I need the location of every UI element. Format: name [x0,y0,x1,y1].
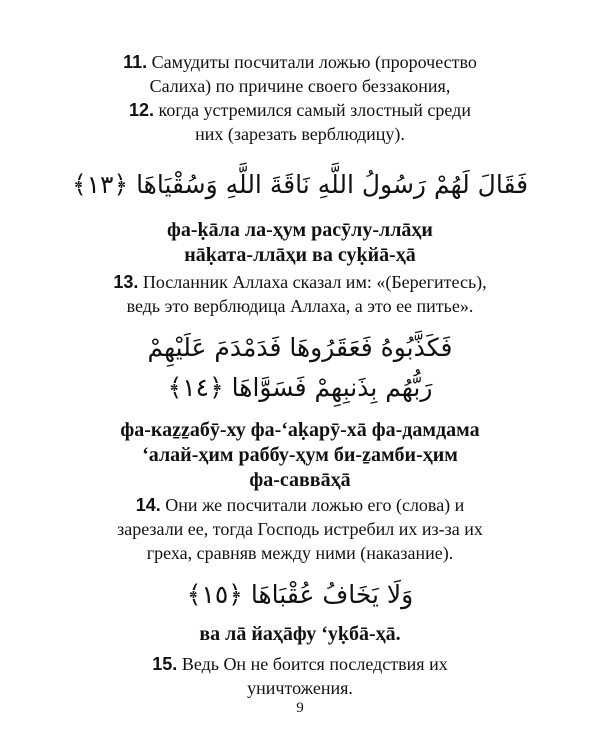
translation-line: когда устремился самый злостный среди [154,100,471,120]
transliteration-line: фа-саввāҳā [249,469,351,491]
transliteration-verse-15: ва лā йаҳāфу ʻуḳбā-ҳā. [199,623,401,645]
arabic-verse-14 [40,328,560,408]
translation-line: уничтожения. [247,678,353,698]
verse-number-13: 13. [113,272,139,292]
translation-verse-14 [60,493,540,565]
verse-number-14: 14. [135,495,161,515]
transliteration-line: нāḳата-ллāҳи ва суḳйā-ҳā [184,244,416,266]
transliteration-verse-14 [40,418,560,493]
translation-line: Посланник Аллаха сказал им: «(Берегитесь), [138,272,487,292]
translation-verses-11-12 [60,50,540,146]
arabic-verse-13: فَقَالَ لَهُمْ رَسُولُ اللَّهِ نَاقَةَ اللَّهِ وَسُقْيَاهَا ﴿١٣﴾ [71,170,529,199]
translation-verse-13 [60,270,540,318]
arabic-line: رَبُّهُم بِذَنبِهِمْ فَسَوَّاهَا ﴿١٤﴾ [167,373,433,402]
transliteration-line: фа-каẕẕабӯ-ху фа-ʻаḳарӯ-хā фа-дамдама [120,419,480,441]
page-number: 9 [296,700,304,716]
verse-number-15: 15. [152,654,178,674]
translation-line: Салиха) по причине своего беззакония, [149,76,451,96]
verse-number-12: 12. [129,100,155,120]
arabic-line: فَكَذَّبُوهُ فَعَقَرُوهَا فَدَمْدَمَ عَلَيْهِمْ [147,333,453,362]
transliteration-line: фа-ḳāла ла-ҳум расӯлу-ллāҳи [167,219,433,241]
verse-number-11: 11. [123,52,148,72]
translation-line: зарезали ее, тогда Господь истребил их из-за их [117,519,483,539]
transliteration-verse-13 [40,218,560,268]
translation-line: греха, сравняв между ними (наказание). [146,543,454,563]
translation-line: них (зарезать верблюдицу). [195,124,405,144]
translation-line: Ведь Он не боится последствия их [177,654,448,674]
transliteration-line: ʻалай-ҳим раббу-ҳум би-ẕамби-ҳим [142,444,458,466]
arabic-verse-15: وَلَا يَخَافُ عُقْبَاهَا ﴿١٥﴾ [186,580,414,609]
translation-line: Самудиты посчитали ложью (пророчество [147,52,477,72]
translation-line: Они же посчитали ложью его (слова) и [160,495,465,515]
translation-line: ведь это верблюдица Аллаха, а это ее питье». [126,296,474,316]
translation-verse-15 [60,652,540,700]
